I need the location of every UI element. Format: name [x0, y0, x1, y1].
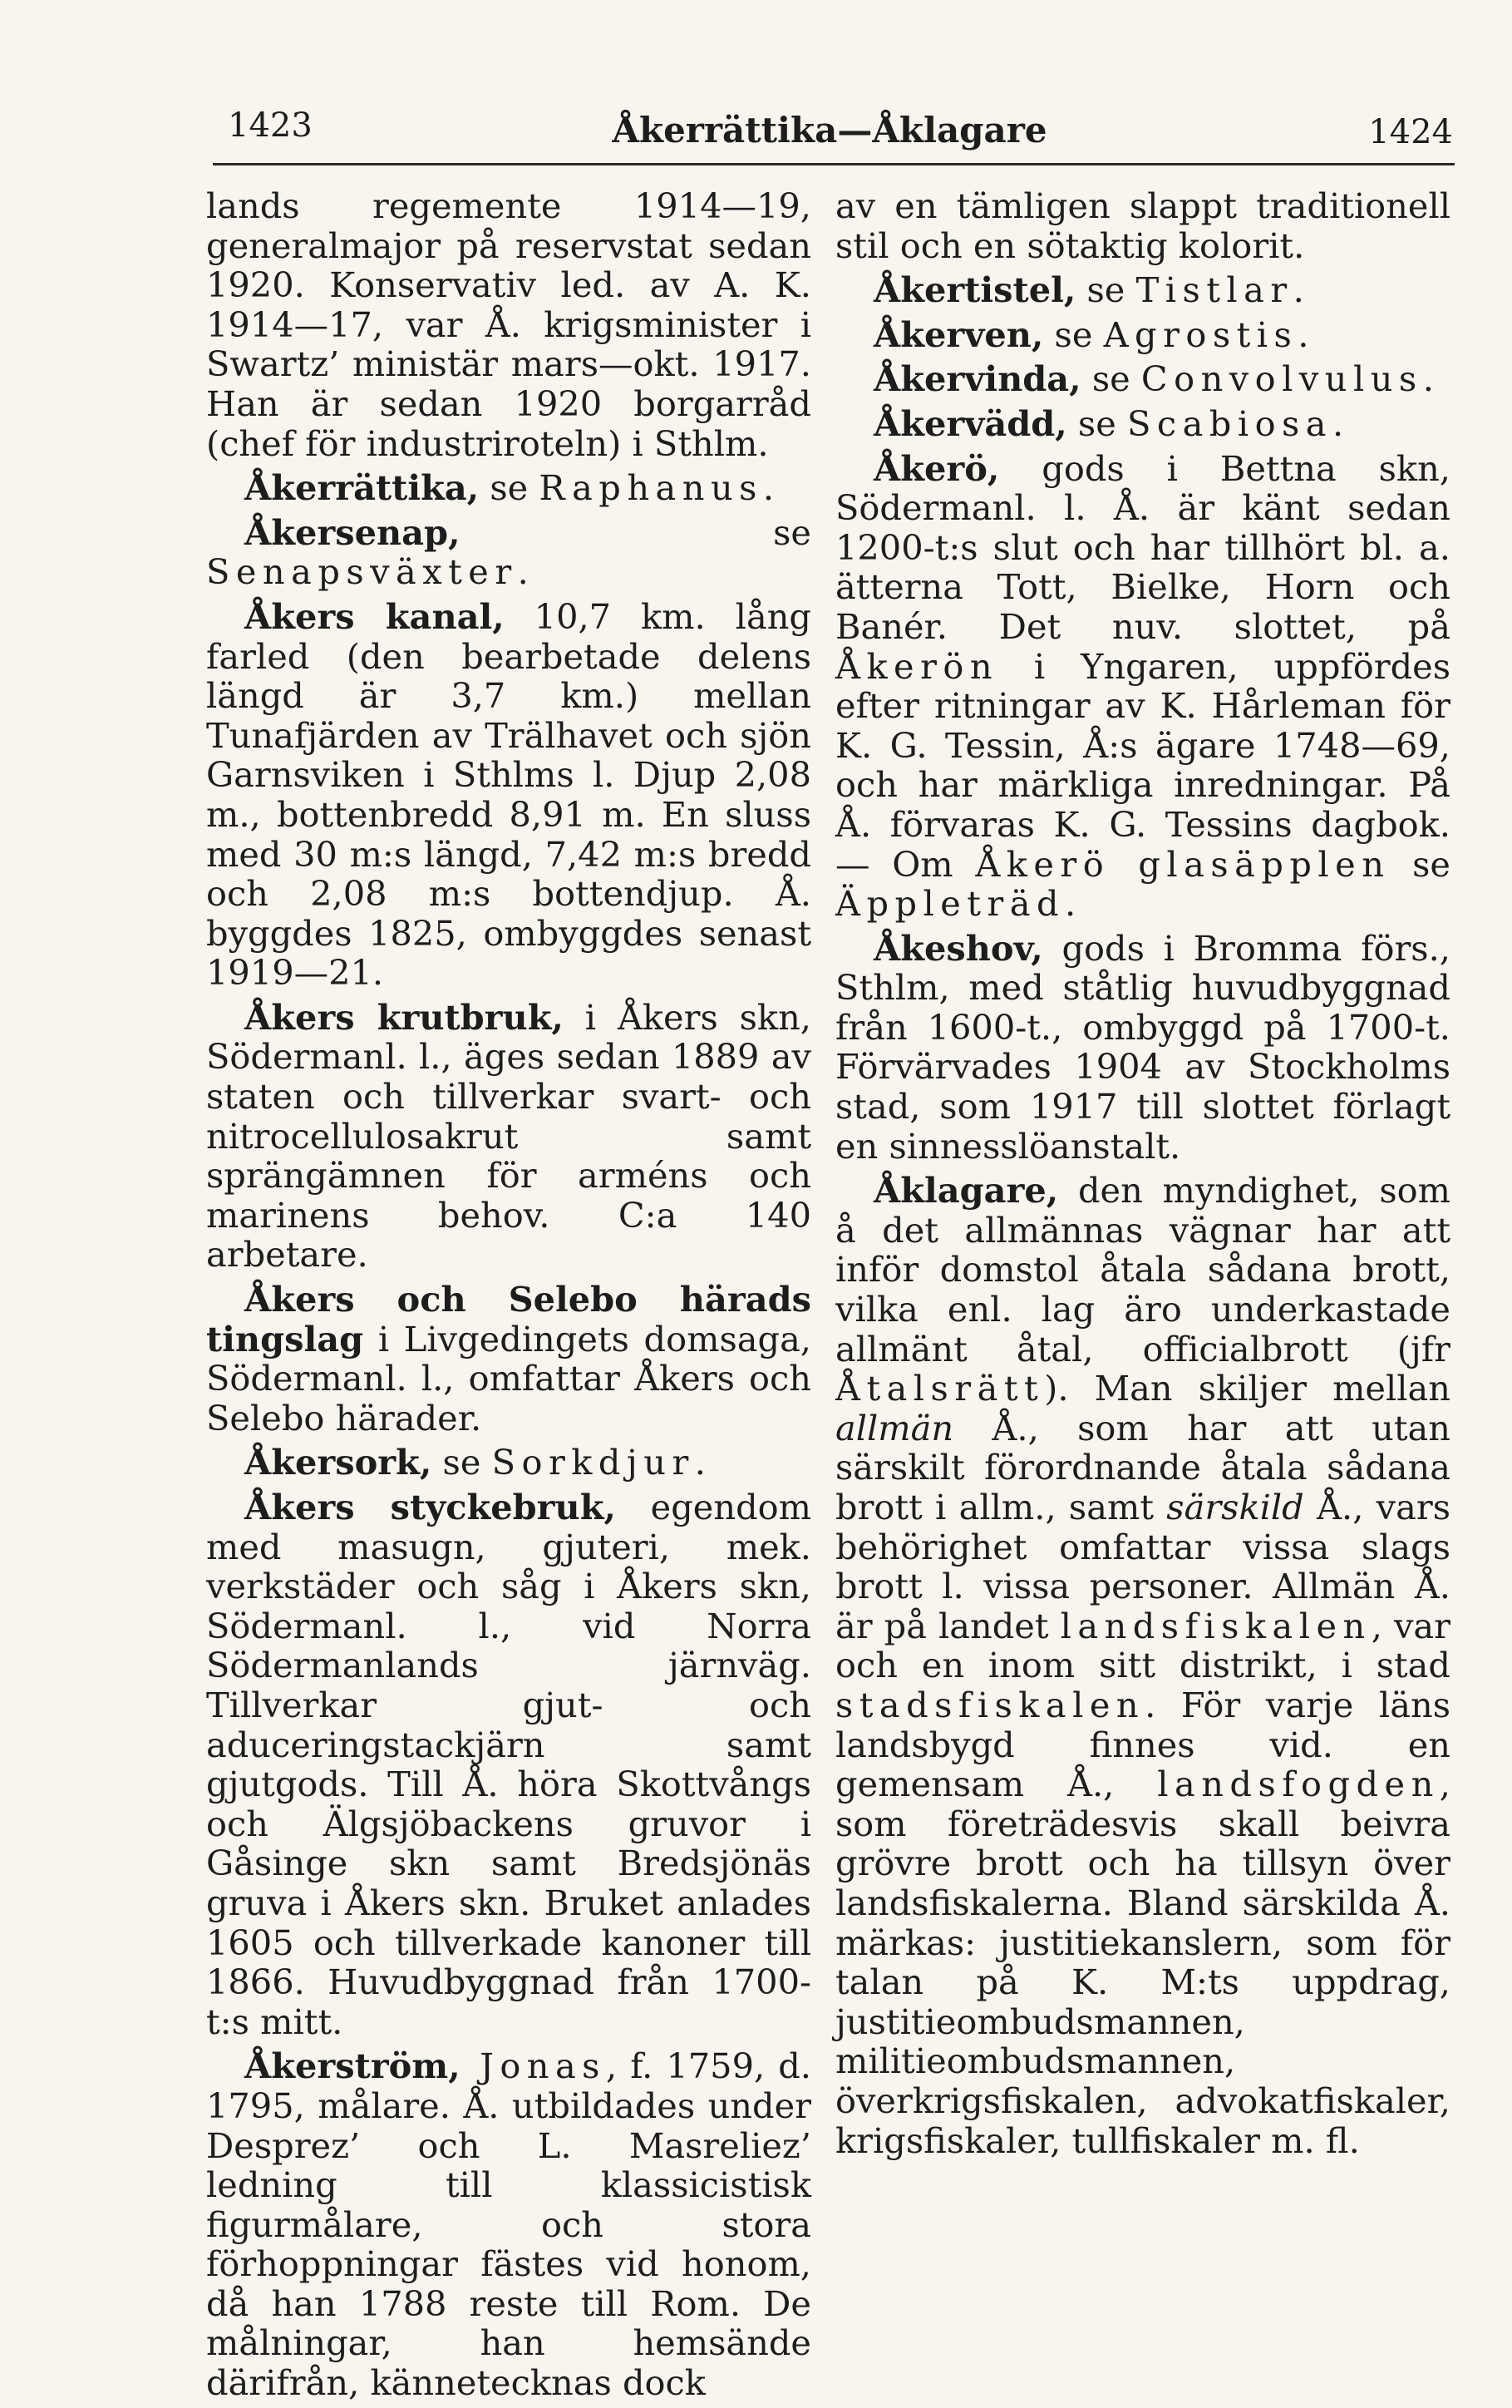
italic-term: särskild — [1166, 1487, 1304, 1527]
headword: Åkerström, — [244, 2045, 460, 2087]
cross-reference: Åtalsrätt — [835, 1368, 1045, 1409]
headword: Åkertistel, — [874, 269, 1076, 311]
headword: Åkersork, — [244, 1442, 432, 1483]
entry-akers-styckebruk — [206, 1488, 811, 2041]
cross-reference: Tistlar — [1135, 269, 1293, 311]
entry-akers-och-selebo — [206, 1280, 811, 1438]
entry-text: av en tämligen slappt traditionell stil och en sötaktig kolorit. — [835, 185, 1450, 266]
spaced-term: landsfiskalen — [1060, 1605, 1372, 1646]
entry-text: . — [1332, 402, 1344, 444]
headword: Åkersenap, — [244, 511, 460, 553]
entry-akervadd — [835, 404, 1450, 444]
headword: Åkers kanal, — [244, 595, 505, 637]
entry-text: , var och en inom sitt distrikt, i stad — [835, 1605, 1450, 1686]
entry-text: gods i Bromma förs., Sthlm, med ståtlig huvudbyggnad från 1600-t., ombyggd på 1700-t. Förvärvades 1904 av Stockholms stad, som 1917 till slottet förlagt en sinnesslöanstalt. — [835, 927, 1450, 1167]
spaced-term: landsfogden — [1157, 1764, 1440, 1805]
entry-text: se — [1043, 313, 1104, 355]
entry-continuation — [835, 186, 1450, 265]
headword: Åkers och Selebo härads tingslag — [206, 1279, 811, 1359]
entry-text: . — [1422, 358, 1434, 400]
entry-aklagare — [835, 1171, 1450, 2160]
entry-text: se — [460, 511, 811, 553]
spaced-term: Åkerön — [835, 645, 999, 687]
cross-reference: Äppleträd — [835, 883, 1065, 925]
headword: Åkers styckebruk, — [244, 1487, 616, 1527]
entry-akero — [835, 449, 1450, 924]
entry-akers-krutbruk — [206, 998, 811, 1275]
page-header — [206, 106, 1453, 156]
entry-text: i Livgedingets domsaga, Södermanl. l., omfattar Åkers och Selebo härader. — [206, 1318, 811, 1438]
entry-text: se — [1066, 402, 1127, 444]
entry-text: se — [431, 1442, 492, 1483]
headword: Åkervädd, — [874, 402, 1067, 444]
headword: Åklagare, — [874, 1170, 1059, 1211]
header-rule — [213, 163, 1455, 165]
entry-text: i Yngaren, uppfördes efter ritningar av K. Hårleman för K. G. Tessin, Å:s ägare 1748—69, och har märkliga inredningar. På Å. förvaras K. G. Tessins dagbok. — Om — [835, 645, 1450, 885]
headword: Åkers krutbruk, — [244, 996, 564, 1038]
entry-akeshov — [835, 929, 1450, 1167]
cross-reference: Raphanus — [539, 467, 763, 509]
entry-akertistel — [835, 270, 1450, 310]
entry-text: , f. 1759, d. 1795, målare. Å. utbildades under Desprez’ och L. Masreliez’ ledning till klassicistisk figurmålare, och stora förhoppningar fästes vid honom, då han 1788 reste till Rom. De målningar, han hemsände därifrån, kännetecknas dock — [206, 2045, 811, 2404]
entry-text: , som företrädesvis skall beivra grövre brott och ha tillsyn över landsfiskalerna. Bland särskilda Å. märkas: justitiekanslern, som för talan på K. M:ts uppdrag, justitieombudsmannen, militieombudsmannen, överkrigsfiskalen, advokatfiskaler, krigsfiskaler, tullfiskaler m. fl. — [835, 1764, 1450, 2161]
entry-text: se — [1390, 843, 1450, 885]
headword: Åkerö, — [874, 447, 1000, 489]
entry-akersenap — [206, 513, 811, 592]
entry-akers-kanal — [206, 597, 811, 993]
entry-text: ). Man skiljer mellan — [1044, 1368, 1450, 1409]
entry-text: i Åkers skn, Södermanl. l., äges sedan 1889 av staten och tillverkar svart- och nitrocellulosakrut samt sprängämnen för arméns och marinens behov. C:a 140 arbetare. — [206, 996, 811, 1276]
entry-text: . — [1298, 313, 1309, 355]
entry-text: . — [694, 1442, 706, 1483]
headword: Åkerven, — [874, 313, 1044, 355]
person-name: Jonas — [460, 2045, 606, 2087]
entry-text: . — [1293, 269, 1304, 311]
page-number-left: 1423 — [228, 106, 313, 145]
entry-text: . — [762, 467, 775, 509]
cross-reference: Convolvulus — [1140, 358, 1423, 400]
entry-text: se — [1081, 358, 1141, 400]
spaced-term: stadsfiskalen — [835, 1684, 1145, 1725]
headword: Åkerrättika, — [244, 467, 480, 509]
entry-text: gods i Bettna skn, Södermanl. l. Å. är känt sedan 1200-t:s slut och har tillhört bl. a. ätterna Tott, Bielke, Horn och Banér. Det nuv. slottet, på — [835, 447, 1450, 647]
entry-text: . — [1065, 883, 1076, 925]
entry-akerstrom — [206, 2046, 811, 2402]
right-column — [835, 186, 1450, 2165]
cross-reference: Senapsväxter — [206, 551, 518, 593]
running-title: Åkerrättika—Åklagare — [612, 110, 1047, 150]
left-column — [206, 186, 811, 2408]
entry-text: 10,7 km. lång farled (den bearbetade delens längd är 3,7 km.) mellan Tunafjärden av Trälhavet och sjön Garnsviken i Sthlms l. Djup 2,08 m., bottenbredd 8,91 m. En sluss med 30 m:s längd, 7,42 m:s bredd och 2,08 m:s bottendjup. Å. byggdes 1825, ombyggdes senast 1919—21. — [206, 595, 811, 994]
entry-akervinda — [835, 359, 1450, 399]
headword: Åkervinda, — [874, 358, 1081, 400]
italic-term: allmän — [835, 1407, 954, 1448]
entry-text: lands regemente 1914—19, generalmajor på reservstat sedan 1920. Konservativ led. av A. K. 1914—17, var Å. krigsminister i Swartz’ ministär mars—okt. 1917. Han är sedan 1920 borgarråd (chef för industriroteln) i Sthlm. — [206, 185, 811, 464]
entry-text: Å., som har att utan särskilt förordnande åtala sådana brott i allm., samt — [835, 1407, 1450, 1527]
entry-text: den myndighet, som å det allmännas vägnar har att inför domstol åtala sådana brott, vilka enl. lag äro underkastade allmänt åtal, officialbrott (jfr — [835, 1170, 1450, 1369]
entry-text: se — [479, 467, 539, 509]
entry-text: . — [517, 551, 529, 593]
entry-akersork — [206, 1443, 811, 1483]
headword: Åkeshov, — [874, 927, 1043, 969]
cross-reference: Scabiosa — [1126, 402, 1333, 444]
entry-akerrattika — [206, 468, 811, 508]
cross-reference: Agrostis — [1103, 313, 1298, 355]
entry-text: se — [1076, 269, 1136, 311]
cross-reference: Sorkdjur — [491, 1442, 695, 1483]
entry-text: Å., vars behörighet omfattar vissa slags brott l. vissa personer. Allmän Å. är på landet — [835, 1487, 1451, 1646]
page-number-right: 1424 — [1368, 113, 1453, 151]
entry-text: . För varje läns landsbygd finnes vid. en gemensam Å., — [835, 1684, 1450, 1805]
entry-continuation — [206, 186, 811, 463]
entry-akerven — [835, 315, 1450, 355]
spaced-term: Åkerö glasäpplen — [975, 843, 1391, 885]
entry-text: egendom med masugn, gjuteri, mek. verkstäder och såg i Åkers skn, Södermanl. l., vid Norra Södermanlands järnväg. Tillverkar gjut- och aduceringstackjärn samt gjutgods. Till Å. höra Skottvångs och Älgsjöbackens gruvor i Gåsinge skn samt Bredsjönäs gruva i Åkers skn. Bruket anlades 1605 och tillverkade kanoner till 1866. Huvudbyggnad från 1700-t:s mitt. — [206, 1487, 811, 2042]
